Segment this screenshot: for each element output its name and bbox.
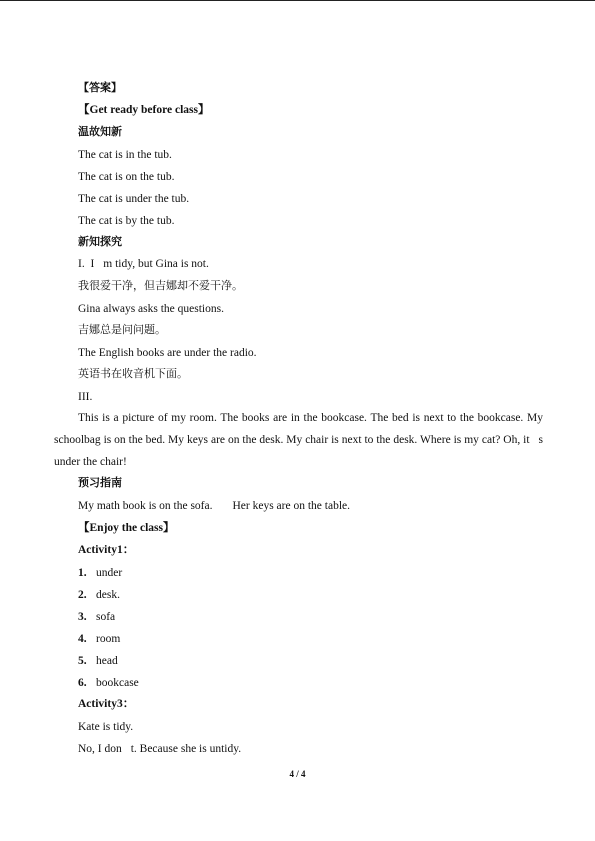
explore-heading: 新知探究: [78, 235, 122, 248]
activity3-line: Kate is tidy.: [78, 721, 134, 733]
explore-translation: 我很爱干净，但吉娜却不爱干净。: [78, 279, 243, 292]
preview-sentences: [78, 499, 350, 513]
item-number: 4.: [78, 633, 87, 645]
item-number: 6.: [78, 677, 87, 689]
item-text: room: [96, 633, 121, 645]
list-item: [78, 610, 115, 624]
item-text: sofa: [96, 611, 116, 623]
preview-sentence-1: My math book is on the sofa.: [78, 500, 213, 512]
list-item: [78, 676, 139, 690]
review-heading: 温故知新: [78, 125, 122, 138]
item-number: 2.: [78, 589, 87, 601]
part1-label: I.: [78, 258, 85, 270]
review-line: The cat is in the tub.: [78, 149, 172, 161]
activity3-heading: Activity3：: [78, 698, 135, 710]
item-text: under: [96, 567, 123, 579]
list-item: [78, 632, 120, 646]
item-number: 3.: [78, 611, 87, 623]
explore-sentence: Gina always asks the questions.: [78, 303, 224, 315]
explore-sentence: The English books are under the radio.: [78, 347, 257, 359]
item-text: head: [96, 655, 118, 667]
preview-sentence-2: Her keys are on the table.: [232, 500, 350, 512]
list-item: [78, 588, 120, 602]
activity1-heading: Activity1：: [78, 544, 135, 556]
explore-translation: 吉娜总是问问题。: [78, 323, 166, 336]
review-line: The cat is under the tub.: [78, 193, 190, 205]
review-line: The cat is on the tub.: [78, 171, 175, 183]
review-line: The cat is by the tub.: [78, 215, 175, 227]
top-rule: [0, 0, 595, 1]
section-get-ready: 【Get ready before class】: [78, 104, 210, 116]
item-text: desk.: [96, 589, 120, 601]
item-number: 1.: [78, 567, 87, 579]
explore-line-1: [78, 257, 209, 271]
item-text: bookcase: [96, 677, 139, 689]
preview-heading: 预习指南: [78, 476, 122, 489]
list-item: [78, 654, 118, 668]
room-paragraph: This is a picture of my room. The books are in the bookcase. The bed is next to the bookcase. My schoolbag is on the bed. My keys are on the desk. My chair is next to the desk. Where is my cat? Oh, it s under the chair!: [54, 412, 543, 468]
part3-label: III.: [78, 391, 93, 403]
page-number: 4 / 4: [289, 769, 306, 779]
explore-translation: 英语书在收音机下面。: [78, 367, 188, 380]
answer-heading: 【答案】: [78, 81, 122, 94]
explore-sentence: I m tidy, but Gina is not.: [90, 258, 209, 270]
activity3-line: No, I don t. Because she is untidy.: [78, 743, 242, 755]
list-item: [78, 566, 122, 580]
section-enjoy: 【Enjoy the class】: [78, 522, 175, 534]
item-number: 5.: [78, 655, 87, 667]
